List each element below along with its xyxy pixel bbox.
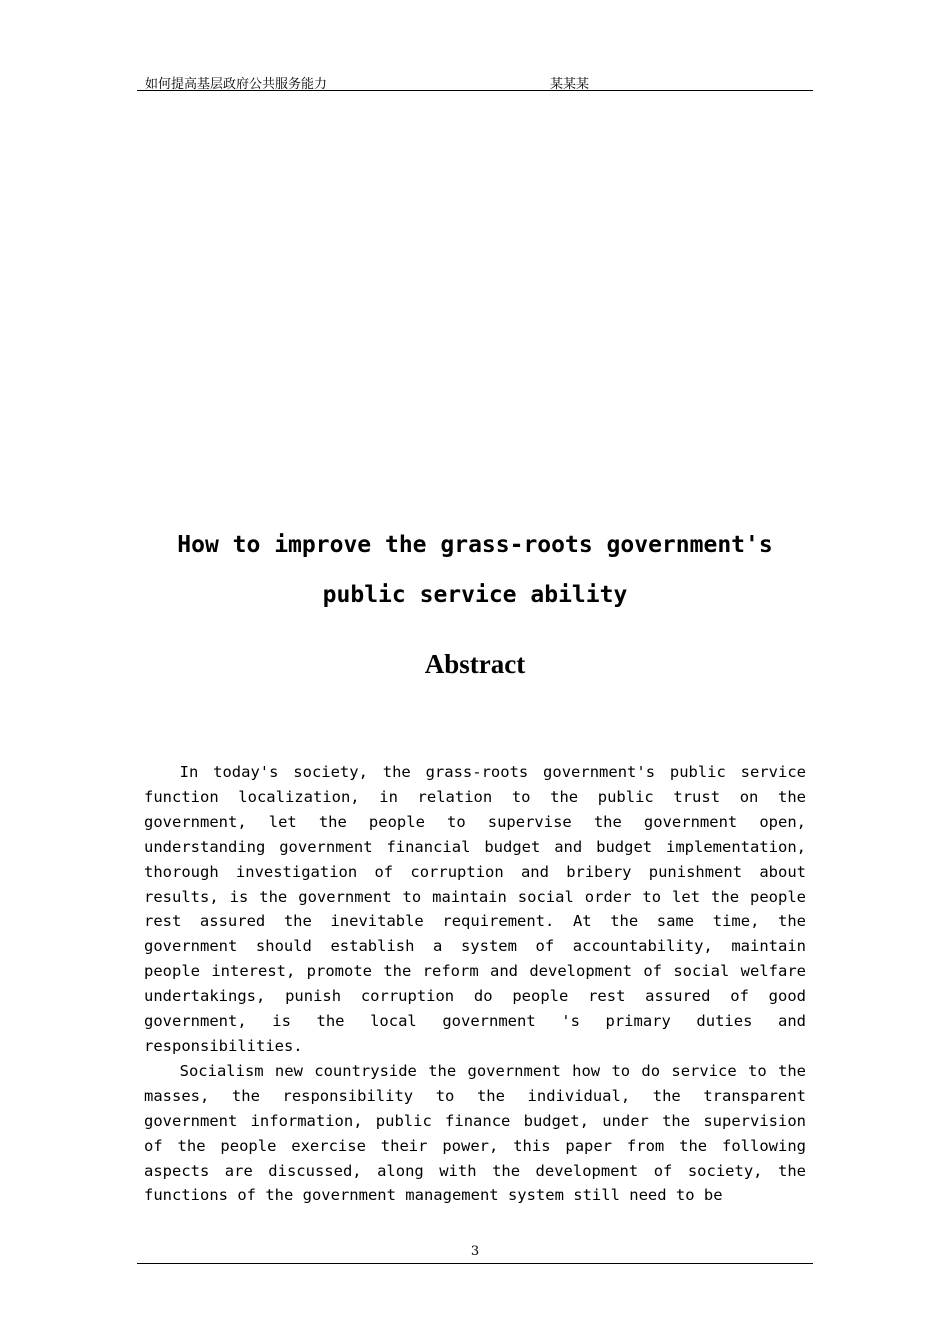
abstract-paragraph-2: Socialism new countryside the government how to do service to the masses, the responsibility to the individual, the transparent government information, public finance budget, under the supervision of the people exercise their power, this paper from the following aspects are discussed, along with the development of society, the functions of the government management system still need to be: [144, 1061, 806, 1205]
page-footer: [137, 1243, 813, 1264]
header-document-title: 如何提高基层政府公共服务能力: [145, 77, 328, 92]
page-header: [137, 72, 813, 91]
paper-title-line-1: How to improve the grass-roots government's: [177, 532, 773, 558]
header-author: 某某某: [550, 77, 590, 92]
paper-title: [120, 520, 830, 620]
abstract-heading: Abstract: [424, 649, 526, 679]
abstract-paragraph-1: In today's society, the grass-roots government's public service function localization, in relation to the public trust on the government, let the people to supervise the government open, understanding government financial budget and budget implementation, thorough investigation of corruption and bribery punishment about results, is the government to maintain social order to let the people rest assured the inevitable requirement. At the same time, the government should establish a system of accountability, maintain people interest, promote the reform and development of social welfare undertakings, punish corruption do people rest assured of good government, is the local government 's primary duties and responsibilities.: [144, 763, 806, 1055]
page-number: 3: [470, 1244, 480, 1259]
abstract-body: [144, 760, 806, 1208]
paper-title-line-2: public service ability: [322, 582, 628, 608]
